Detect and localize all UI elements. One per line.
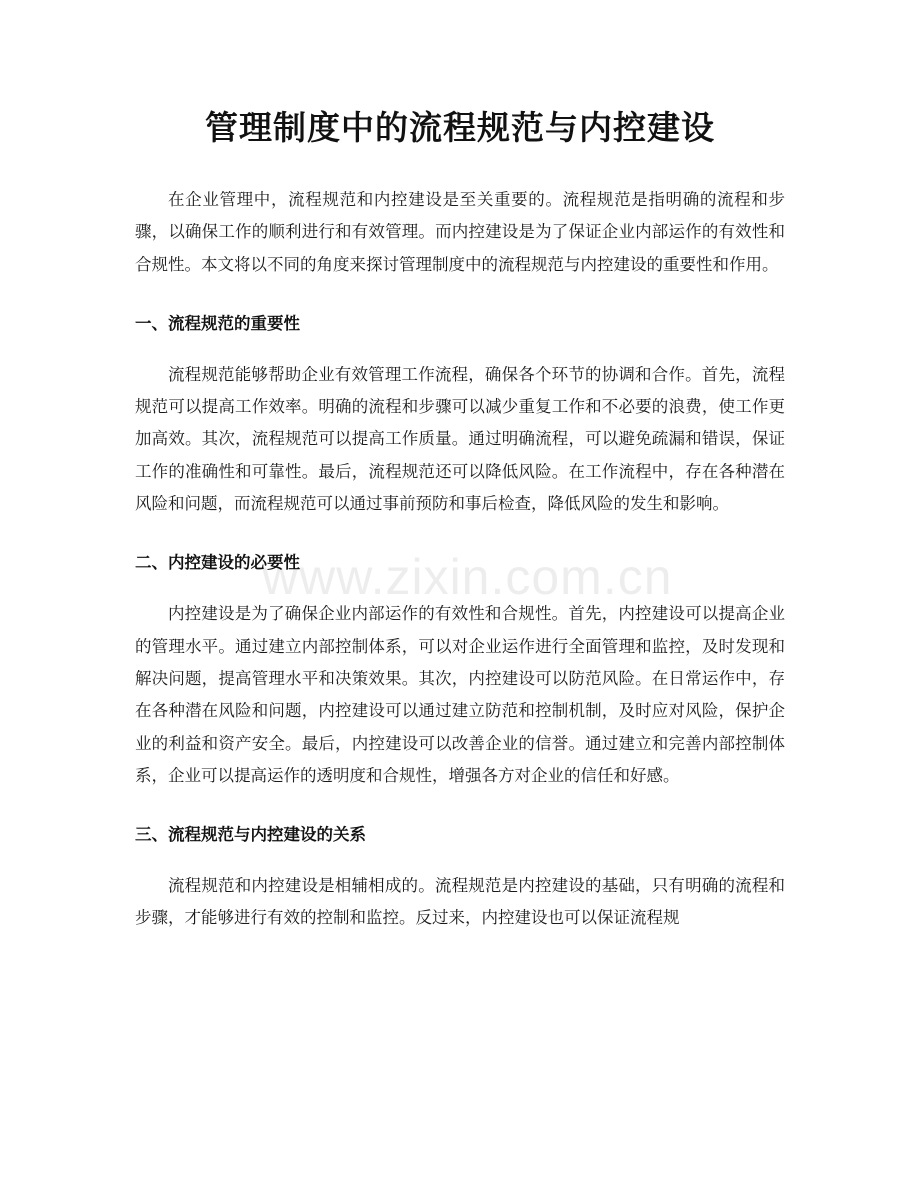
- section-paragraph: 流程规范能够帮助企业有效管理工作流程，确保各个环节的协调和合作。首先，流程规范可以提高工作效率。明确的流程和步骤可以减少重复工作和不必要的浪费，使工作更加高效。其次，流程规范可以提高工作质量。通过明确流程，可以避免疏漏和错误，保证工作的准确性和可靠性。最后，流程规范还可以降低风险。在工作流程中，存在各种潜在风险和问题，而流程规范可以通过事前预防和事后检查，降低风险的发生和影响。: [135, 364, 785, 514]
- intro-paragraph: 在企业管理中，流程规范和内控建设是至关重要的。流程规范是指明确的流程和步骤，以确保工作的顺利进行和有效管理。而内控建设是为了保证企业内部运作的有效性和合规性。本文将以不同的角度来探讨管理制度中的流程规范与内控建设的重要性和作用。: [135, 190, 785, 274]
- section-paragraph: 流程规范和内控建设是相辅相成的。流程规范是内控建设的基础，只有明确的流程和步骤，才能够进行有效的控制和监控。反过来，内控建设也可以保证流程规: [135, 876, 785, 928]
- section-2: [135, 547, 785, 792]
- watermark: www.zixin.com.cn: [262, 549, 673, 605]
- section-3: [135, 819, 785, 935]
- section-paragraph: 内控建设是为了确保企业内部运作的有效性和合规性。首先，内控建设可以提高企业的管理水平。通过建立内部控制体系，可以对企业运作进行全面管理和监控，及时发现和解决问题，提高管理水平和决策效果。其次，内控建设可以防范风险。在日常运作中，存在各种潜在风险和问题，内控建设可以通过建立防范和控制机制，及时应对风险，保护企业的利益和资产安全。最后，内控建设可以改善企业的信誉。通过建立和完善内部控制体系，企业可以提高运作的透明度和合规性，增强各方对企业的信任和好感。: [135, 604, 785, 785]
- section-heading: 二、内控建设的必要性: [135, 553, 300, 573]
- section-heading: 三、流程规范与内控建设的关系: [135, 825, 366, 845]
- document-title: 管理制度中的流程规范与内控建设: [205, 108, 715, 147]
- section-1: [135, 308, 785, 520]
- section-heading: 一、流程规范的重要性: [135, 313, 300, 333]
